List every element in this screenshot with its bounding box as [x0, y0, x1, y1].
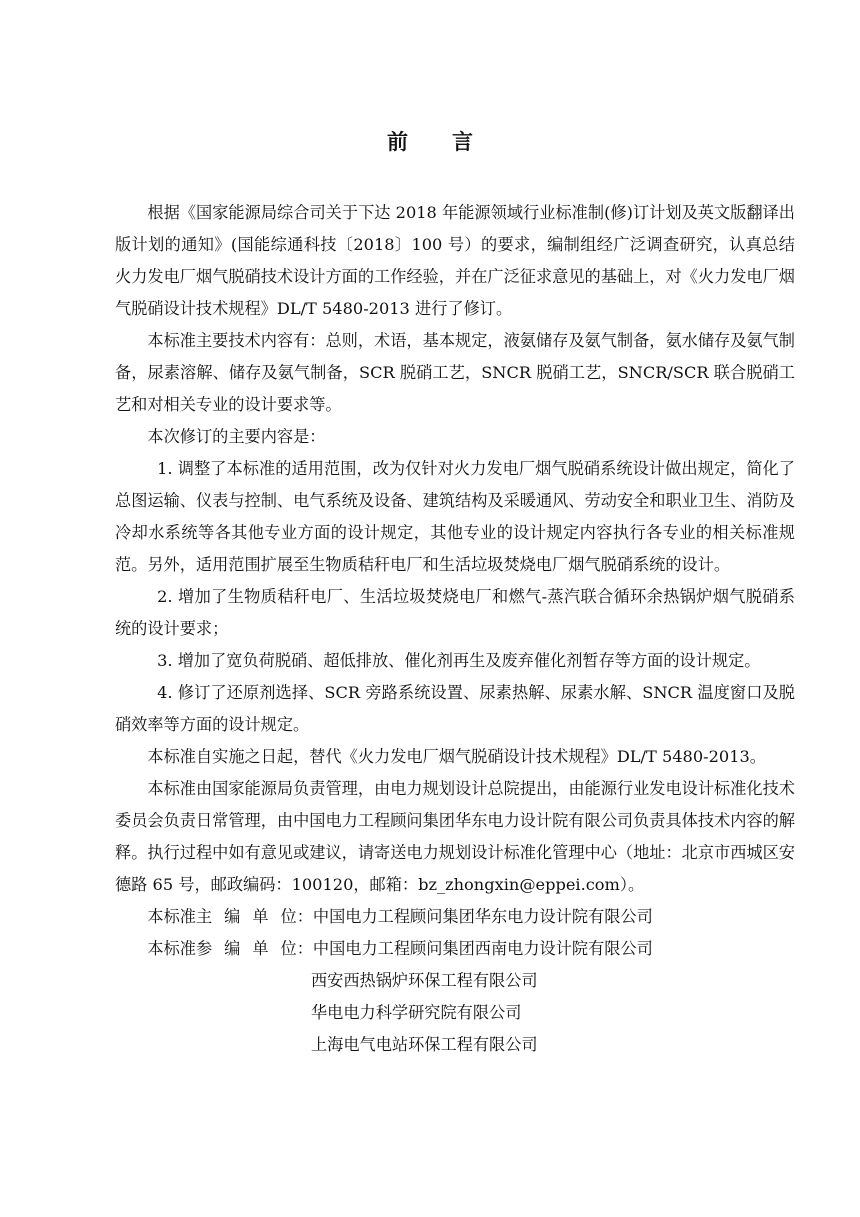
content-summary-paragraph: 本标准主要技术内容有：总则，术语，基本规定，液氨储存及氨气制备，氨水储存及氨气制备，尿素溶解、储存及氨气制备，SCR 脱硝工艺，SNCR 脱硝工艺，SNCR/SCR 联合脱硝工艺和对相关专业的设计要求等。	[115, 331, 795, 414]
chief-editor-label-c: 单	[252, 907, 269, 926]
revision-item-3: 3. 增加了宽负荷脱硝、超低排放、催化剂再生及废弃催化剂暂存等方面的设计规定。	[157, 651, 761, 670]
participant-unit-1: 中国电力工程顾问集团西南电力设计院有限公司	[312, 939, 653, 958]
chief-editor-label-b: 编	[224, 907, 241, 926]
revision-item-2: 2. 增加了生物质秸秆电厂、生活垃圾焚烧电厂和燃气-蒸汽联合循环余热锅炉烟气脱硝系统的设计要求；	[115, 587, 795, 638]
management-note: 本标准由国家能源局负责管理，由电力规划设计总院提出，由能源行业发电设计标准化技术委员会负责日常管理，由中国电力工程顾问集团华东电力设计院有限公司负责具体技术内容的解释。执行过程中如有意见或建议，请寄送电力规划设计标准化管理中心（地址：北京市西城区安德路 65 号，邮政编码：100120，邮箱：bz_zhongxin@eppei.com）。	[115, 779, 795, 894]
chief-editor-unit: 中国电力工程顾问集团华东电力设计院有限公司	[312, 907, 653, 926]
preface-body	[115, 197, 795, 1061]
intro-paragraph: 根据《国家能源局综合司关于下达 2018 年能源领域行业标准制(修)订计划及英文版翻译出版计划的通知》(国能综通科技〔2018〕100 号）的要求，编制组经广泛调查研究，认真总结火力发电厂烟气脱硝技术设计方面的工作经验，并在广泛征求意见的基础上，对《火力发电厂烟气脱硝设计技术规程》DL/T 5480-2013 进行了修订。	[115, 203, 795, 318]
participant-unit-3: 华电电力科学研究院有限公司	[311, 1003, 522, 1022]
chief-editor-label-a: 本标准主	[147, 907, 213, 926]
chief-editor-label-d: 位：	[280, 907, 313, 926]
revision-item-1: 1. 调整了本标准的适用范围，改为仅针对火力发电厂烟气脱硝系统设计做出规定，简化了总图运输、仪表与控制、电气系统及设备、建筑结构及采暖通风、劳动安全和职业卫生、消防及冷却水系统等各其他专业方面的设计规定，其他专业的设计规定内容执行各专业的相关标准规范。另外，适用范围扩展至生物质秸秆电厂和生活垃圾焚烧电厂烟气脱硝系统的设计。	[115, 459, 795, 574]
revision-intro-paragraph: 本次修订的主要内容是：	[147, 427, 326, 446]
participant-row	[115, 933, 795, 965]
page-title: 前言	[387, 129, 517, 154]
participant-label-c: 单	[252, 939, 269, 958]
participant-unit-2: 西安西热锅炉环保工程有限公司	[311, 971, 538, 990]
revision-item-4: 4. 修订了还原剂选择、SCR 旁路系统设置、尿素热解、尿素水解、SNCR 温度窗口及脱硝效率等方面的设计规定。	[115, 683, 795, 734]
replacement-note: 本标准自实施之日起，替代《火力发电厂烟气脱硝设计技术规程》DL/T 5480-2013。	[147, 747, 766, 766]
participant-label-b: 编	[224, 939, 241, 958]
participant-unit-4: 上海电气电站环保工程有限公司	[311, 1035, 538, 1054]
participant-label-a: 本标准参	[147, 939, 213, 958]
chief-editor-row	[115, 901, 795, 933]
participant-label-d: 位：	[280, 939, 313, 958]
